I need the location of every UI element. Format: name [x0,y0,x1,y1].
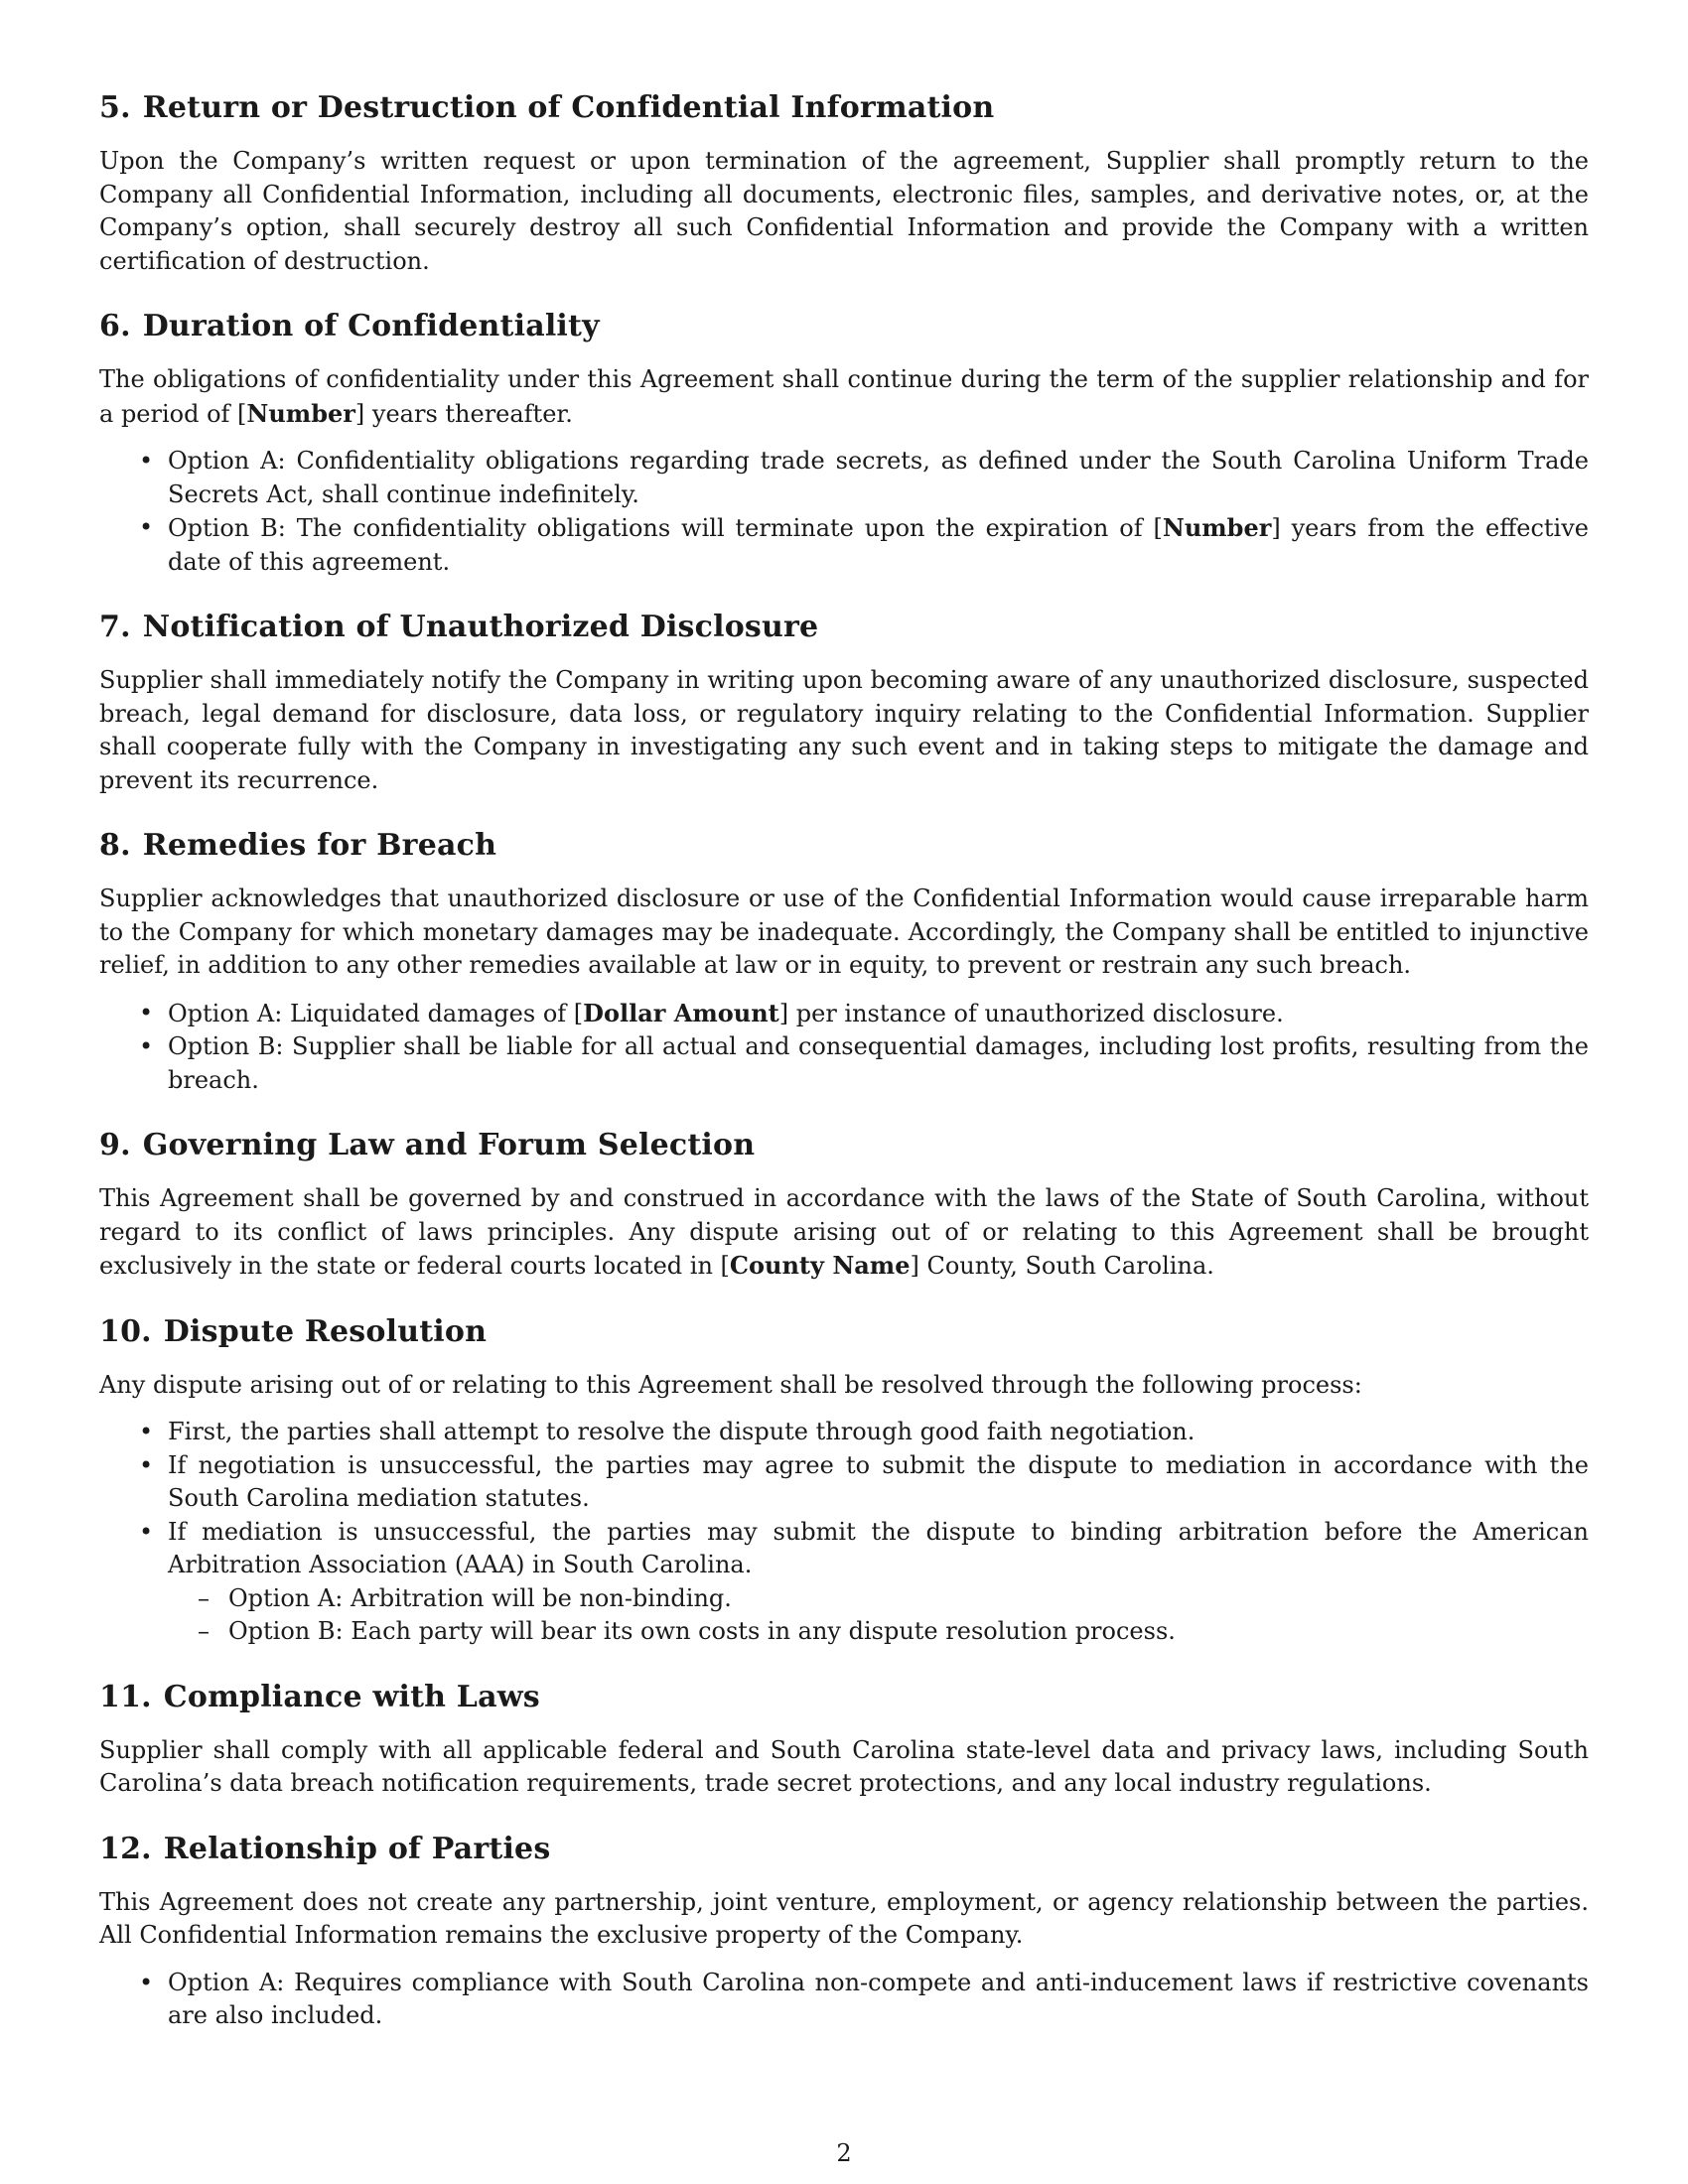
section-heading [99,1127,1589,1164]
section-title: Compliance with Laws [163,1679,540,1714]
option-text: Option A: Liquidated damages of [ [168,999,584,1027]
option-item: • Option B: Supplier shall be liable for all actual and consequential damages, including lost profits, resulting from the breach. [99,1030,1589,1097]
section-heading [99,1831,1589,1868]
section-heading [99,89,1589,127]
section-paragraph: Supplier shall immediately notify the Company in writing upon becoming aware of any unauthorized disclosure, suspected breach, legal demand for disclosure, data loss, or regulatory inquiry relating to the Confidential Information. Supplier shall cooperate fully with the Company in investigating any such event and in taking steps to mitigate the damage and prevent its recurrence. [99,666,1589,794]
section-number: 6. [99,309,131,343]
section-paragraph: Supplier shall comply with all applicable federal and South Carolina state-level data and privacy laws, including South Carolina’s data breach notification requirements, trade secret protections, and any local industry regulations. [99,1735,1589,1797]
section-number: 5. [99,90,131,125]
placeholder-field: County Name [729,1251,911,1280]
section-title: Remedies for Breach [142,828,497,863]
option-list [99,1416,1589,1649]
placeholder-field: Number [246,398,355,428]
sub-option-item: – Option A: Arbitration will be non-binding. [168,1582,1589,1616]
option-item: • First, the parties shall attempt to resolve the dispute through good faith negotiation. [99,1416,1589,1449]
sub-option-item: – Option B: Each party will bear its own costs in any dispute resolution process. [168,1615,1589,1649]
paragraph-text: ] County, South Carolina. [910,1252,1214,1280]
section-heading [99,1313,1589,1351]
placeholder-field: Number [1162,513,1272,542]
section-heading [99,308,1589,345]
paragraph-text: The obligations of confidentiality under this Agreement shall continue during the term of the supplier relationship and for a period of [ [99,365,1589,428]
option-list [99,445,1589,579]
section-number: 11. [99,1679,152,1714]
section-heading [99,827,1589,865]
section-number: 9. [99,1128,131,1162]
option-item: • If negotiation is unsuccessful, the parties may agree to submit the dispute to mediation in accordance with the South Carolina mediation statutes. [99,1449,1589,1516]
option-item [99,997,1589,1031]
section-8 [99,827,1589,1097]
section-number: 10. [99,1313,152,1349]
option-text: ] per instance of unauthorized disclosure. [778,999,1284,1027]
section-11 [99,1679,1589,1801]
sub-option-list [168,1582,1589,1649]
section-10 [99,1313,1589,1649]
paragraph-text: ] years thereafter. [354,399,573,428]
section-title: Duration of Confidentiality [142,309,600,343]
section-5 [99,89,1589,278]
section-heading [99,609,1589,646]
section-paragraph: Supplier acknowledges that unauthorized disclosure or use of the Confidential Information would cause irreparable harm to the Company for which monetary damages may be inadequate. Accordingly, the Company shall be entitled to injunctive relief, in addition to any other remedies available at law or in equity, to prevent or restrain any such breach. [99,885,1589,979]
section-number: 8. [99,828,131,863]
section-paragraph: Upon the Company’s written request or upon termination of the agreement, Supplier shall promptly return to the Company all Confidential Information, including all documents, electronic files, samples, and derivative notes, or, at the Company’s option, shall securely destroy all such Confidential Information and provide the Company with a written certification of destruction. [99,147,1589,275]
section-title: Relationship of Parties [163,1831,551,1866]
option-item: • Option A: Confidentiality obligations regarding trade secrets, as defined under the South Carolina Uniform Trade Secrets Act, shall continue indefinitely. [99,445,1589,511]
section-7 [99,609,1589,797]
section-paragraph [99,1182,1589,1284]
option-item [99,511,1589,579]
section-6 [99,308,1589,579]
section-paragraph [99,363,1589,431]
section-number: 7. [99,610,131,644]
section-paragraph: Any dispute arising out of or relating to this Agreement shall be resolved through the following process: [99,1370,1362,1399]
paragraph-text: This Agreement shall be governed by and construed in accordance with the laws of the State of South Carolina, without regard to its conflict of laws principles. Any dispute arising out of or relating to this Agreement shall be brought exclusively in the state or federal courts located in [ [99,1184,1589,1280]
option-text: Option B: The confidentiality obligations will terminate upon the expiration of [ [168,514,1163,542]
option-list [99,1967,1589,2033]
option-text: If mediation is unsuccessful, the parties may submit the dispute to binding arbitration before the American Arbitration Association (AAA) in South Carolina. [168,1517,1589,1578]
page-number: 2 [836,2139,852,2167]
option-item [99,1516,1589,1649]
section-title: Dispute Resolution [163,1313,488,1349]
option-list [99,997,1589,1098]
option-item: • Option A: Requires compliance with South Carolina non-compete and anti-inducement laws if restrictive covenants are also included. [99,1967,1589,2033]
section-title: Notification of Unauthorized Disclosure [142,610,819,644]
section-9 [99,1127,1589,1284]
section-heading [99,1679,1589,1716]
placeholder-field: Dollar Amount [583,998,779,1027]
section-12 [99,1831,1589,2033]
section-number: 12. [99,1831,152,1866]
section-title: Return or Destruction of Confidential Information [142,90,995,125]
option-text: ] years from the effective date of this agreement. [168,514,1589,576]
section-title: Governing Law and Forum Selection [142,1128,756,1162]
section-paragraph: This Agreement does not create any partnership, joint venture, employment, or agency relationship between the parties. All Confidential Information remains the exclusive property of the Company. [99,1887,1589,1949]
